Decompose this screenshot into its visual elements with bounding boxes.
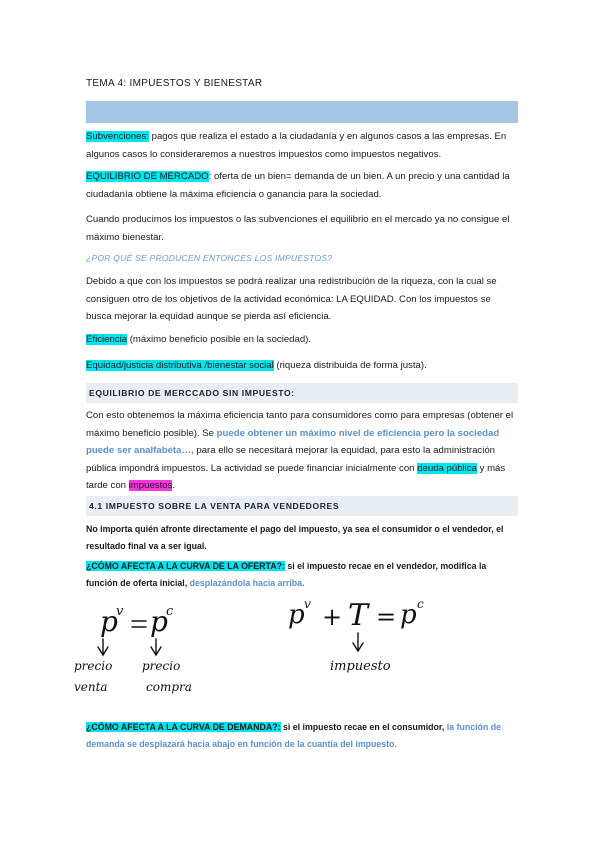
hw-label-venta: venta	[74, 680, 108, 694]
paragraph-impuestos-subvenciones: Cuando producimos los impuestos o las subvenciones el equilibrio en el mercado ya no consigue el máximo bienestar.	[86, 214, 510, 243]
hw-pc-sup: c	[417, 597, 424, 611]
hw-pv: p	[288, 600, 305, 630]
section-heading-sin-impuesto: EQUILIBRIO DE MERCCADO SIN IMPUESTO:	[86, 383, 518, 403]
hw-pc-right: p	[150, 605, 168, 638]
text-segment: para ello se necesitará mejorar la equidad, para esto la administración pública impondrá impuestos. La actividad se puede financiar inicialmente con	[86, 445, 496, 474]
arrow-down-icon	[353, 633, 363, 651]
term-curva-demanda: ¿CÓMO AFECTA A LA CURVA DE DEMANDA?:	[86, 722, 281, 732]
blue-emphasis: la función de demanda se desplazará hacia abajo en función de la cuantía del impuesto.	[86, 722, 501, 749]
paragraph-pago-impuesto: No importa quién afronte directamente el pago del impuesto, ya sea el consumidor o el vendedor, el resultado final va a ser igual.	[86, 524, 504, 551]
hw-label-impuesto: impuesto	[330, 659, 391, 674]
hw-pc: p	[400, 600, 417, 630]
hw-pv-left: p	[100, 605, 118, 638]
hw-label-precio: precio	[74, 659, 113, 673]
hw-equals: =	[376, 603, 397, 631]
arrow-down-icon	[98, 639, 108, 655]
equidad-text: (riqueza distribuida de forma justa).	[273, 360, 427, 371]
term-impuestos: impuestos	[128, 480, 173, 491]
hw-pc-right-sup: c	[166, 604, 174, 619]
hw-T: T	[348, 598, 369, 633]
paragraph-eficiencia	[86, 331, 518, 349]
term-eficiencia: Eficiencia	[86, 334, 128, 345]
term-deuda-publica: deuda pública	[417, 462, 477, 474]
text-segment: .	[172, 480, 176, 491]
term-equidad: Equidad/justicia distributiva /bienestar social	[86, 360, 274, 371]
blue-emphasis: desplazándola hacia arriba.	[189, 578, 305, 588]
arrow-down-icon	[151, 639, 161, 655]
eficiencia-text: (máximo beneficio posible en la sociedad).	[127, 334, 312, 345]
hw-pv-left-sup: v	[116, 604, 124, 619]
text-segment: Con esto obtenemos la máxima eficiencia tanto para consumidores como para empresas (obtener el máximo beneficio posible). Se	[86, 410, 514, 439]
section-heading-4-1: 4.1 IMPUESTO SOBRE LA VENTA PARA VENDEDORES	[86, 496, 518, 516]
hw-pv-sup: v	[304, 597, 311, 611]
curva-oferta-text: si el impuesto recae en el vendedor, modifica la función de oferta inicial,	[86, 561, 487, 588]
paragraph-subvenciones	[86, 128, 518, 163]
subvenciones-text: pagos que realiza el estado a la ciudadanía y en algunos casos a las empresas. En algunos casos lo consideraremos a nuestros impuestos como impuestos negativos.	[86, 131, 507, 160]
term-equilibrio: EQUILIBRIO DE MERCADO	[86, 171, 209, 182]
paragraph-equidad	[86, 357, 518, 375]
paragraph-equilibrio	[86, 168, 518, 203]
hw-label-compra: compra	[146, 680, 192, 694]
paragraph-redistribucion: Debido a que con los impuestos se podrá realizar una redistribución de la riqueza, con la cual se consiguen otro de los objetivos de la actividad económica: LA EQUIDAD. Con los impuestos se busca mejorar la equidad aunque se pierda así eficiencia.	[86, 276, 497, 322]
blue-emphasis: puede obtener un máximo nivel de eficiencia pero la sociedad puede ser analfabeta…,	[86, 427, 500, 456]
hw-plus: +	[322, 603, 343, 631]
paragraph-sin-impuesto	[86, 407, 518, 495]
equilibrio-text: : oferta de un bien= demanda de un bien. A un precio y una cantidad la ciudadanía obtiene la máxima eficiencia o ganancia para la sociedad.	[86, 171, 510, 200]
document-title: TEMA 4: IMPUESTOS Y BIENESTAR	[86, 78, 263, 89]
term-subvenciones: Subvenciones:	[86, 131, 149, 142]
question-heading: ¿POR QUÉ SE PRODUCEN ENTONCES LOS IMPUESTOS?	[86, 253, 333, 263]
hw-label-precio-2: precio	[142, 659, 181, 673]
header-bar	[86, 101, 518, 123]
text-segment: y más tarde con	[86, 462, 506, 491]
paragraph-curva-oferta	[86, 558, 518, 592]
term-curva-oferta: ¿CÓMO AFECTA A LA CURVA DE LA OFERTA?:	[86, 561, 285, 571]
curva-demanda-text: si el impuesto recae en el consumidor,	[280, 722, 447, 732]
handwritten-equations	[60, 595, 540, 705]
paragraph-curva-demanda	[86, 719, 518, 753]
